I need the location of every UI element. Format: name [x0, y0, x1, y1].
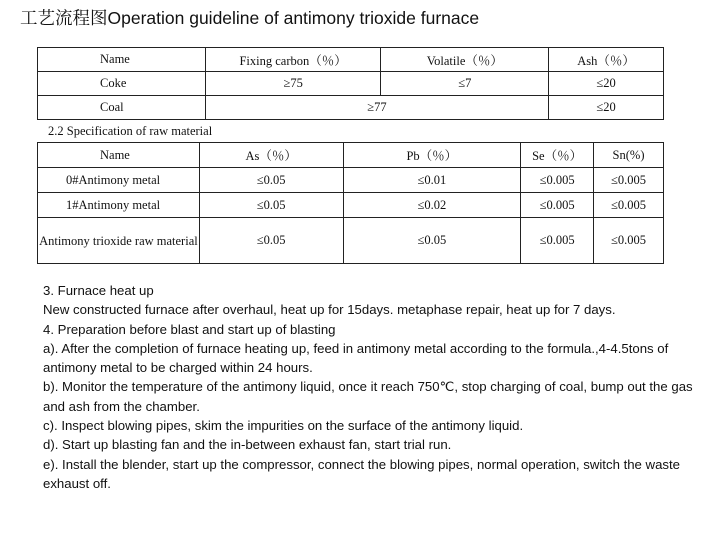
- step-e: e). Install the blender, start up the compressor, connect the blowing pipes, normal operation, switch the waste exhaust off.: [43, 456, 681, 491]
- table-cell: ≤0.005: [521, 193, 594, 218]
- table-row: [38, 168, 664, 193]
- table-cell: ≤0.005: [594, 168, 664, 193]
- table-cell: ≥77: [205, 96, 548, 120]
- step-a: a). After the completion of furnace heating up, feed in antimony metal according to the formula.,4-4.5tons of antimony metal to be charged within 24 hours.: [43, 340, 669, 376]
- raw-material-heading: 2.2 Specification of raw material: [48, 124, 213, 138]
- step-c: c). Inspect blowing pipes, skim the impurities on the surface of the antimony liquid.: [43, 418, 524, 434]
- procedure-text: [43, 281, 693, 493]
- table-row: [38, 218, 664, 264]
- table-cell: Antimony trioxide raw material: [38, 218, 200, 264]
- table-cell: Coke: [38, 72, 206, 96]
- table-cell: ≥75: [205, 72, 381, 96]
- table-cell: ≤0.05: [199, 168, 343, 193]
- table-cell: ≤0.01: [343, 168, 521, 193]
- raw-material-table: [37, 142, 664, 264]
- page-title: 工艺流程图Operation guideline of antimony trioxide furnace: [20, 8, 480, 28]
- table-cell: ≤0.05: [199, 218, 343, 264]
- table-cell: ≤20: [549, 72, 664, 96]
- table-header-cell: Volatile（％）: [381, 48, 549, 72]
- table-cell: 1#Antimony metal: [38, 193, 200, 218]
- table-header-cell: Name: [38, 143, 200, 168]
- table-row: [38, 193, 664, 218]
- table-cell: ≤0.05: [199, 193, 343, 218]
- table-header-cell: Sn(%): [594, 143, 664, 168]
- table-cell: ≤0.05: [343, 218, 521, 264]
- table-cell: ≤0.005: [594, 193, 664, 218]
- table-cell: ≤7: [381, 72, 549, 96]
- table-row: [38, 96, 664, 120]
- table-cell: ≤0.005: [594, 218, 664, 264]
- step-b: b). Monitor the temperature of the antimony liquid, once it reach 750℃, stop charging of coal, bump out the gas and ash from the chamber.: [43, 379, 693, 414]
- table-cell: ≤20: [549, 96, 664, 120]
- table-cell: ≤0.02: [343, 193, 521, 218]
- table-header-cell: Se（％）: [521, 143, 594, 168]
- table-cell: Coal: [38, 96, 206, 120]
- table-header-cell: Pb（％）: [343, 143, 521, 168]
- section-heading-furnace-heat-up: 3. Furnace heat up: [43, 283, 154, 298]
- fuel-spec-table: [37, 47, 664, 120]
- table-header-row: [38, 143, 664, 168]
- table-cell: ≤0.005: [521, 168, 594, 193]
- paragraph: New constructed furnace after overhaul, heat up for 15days. metaphase repair, heat up for 7 days.: [43, 302, 616, 318]
- table-header-row: [38, 48, 664, 72]
- table-cell: 0#Antimony metal: [38, 168, 200, 193]
- table-header-cell: Fixing carbon（％）: [205, 48, 381, 72]
- table-header-cell: Name: [38, 48, 206, 72]
- section-heading-preparation: 4. Preparation before blast and start up of blasting: [43, 321, 336, 337]
- table-cell: ≤0.005: [521, 218, 594, 264]
- table-header-cell: Ash（％）: [549, 48, 664, 72]
- table-row: [38, 72, 664, 96]
- table-header-cell: As（％）: [199, 143, 343, 168]
- step-d: d). Start up blasting fan and the in-between exhaust fan, start trial run.: [43, 437, 452, 453]
